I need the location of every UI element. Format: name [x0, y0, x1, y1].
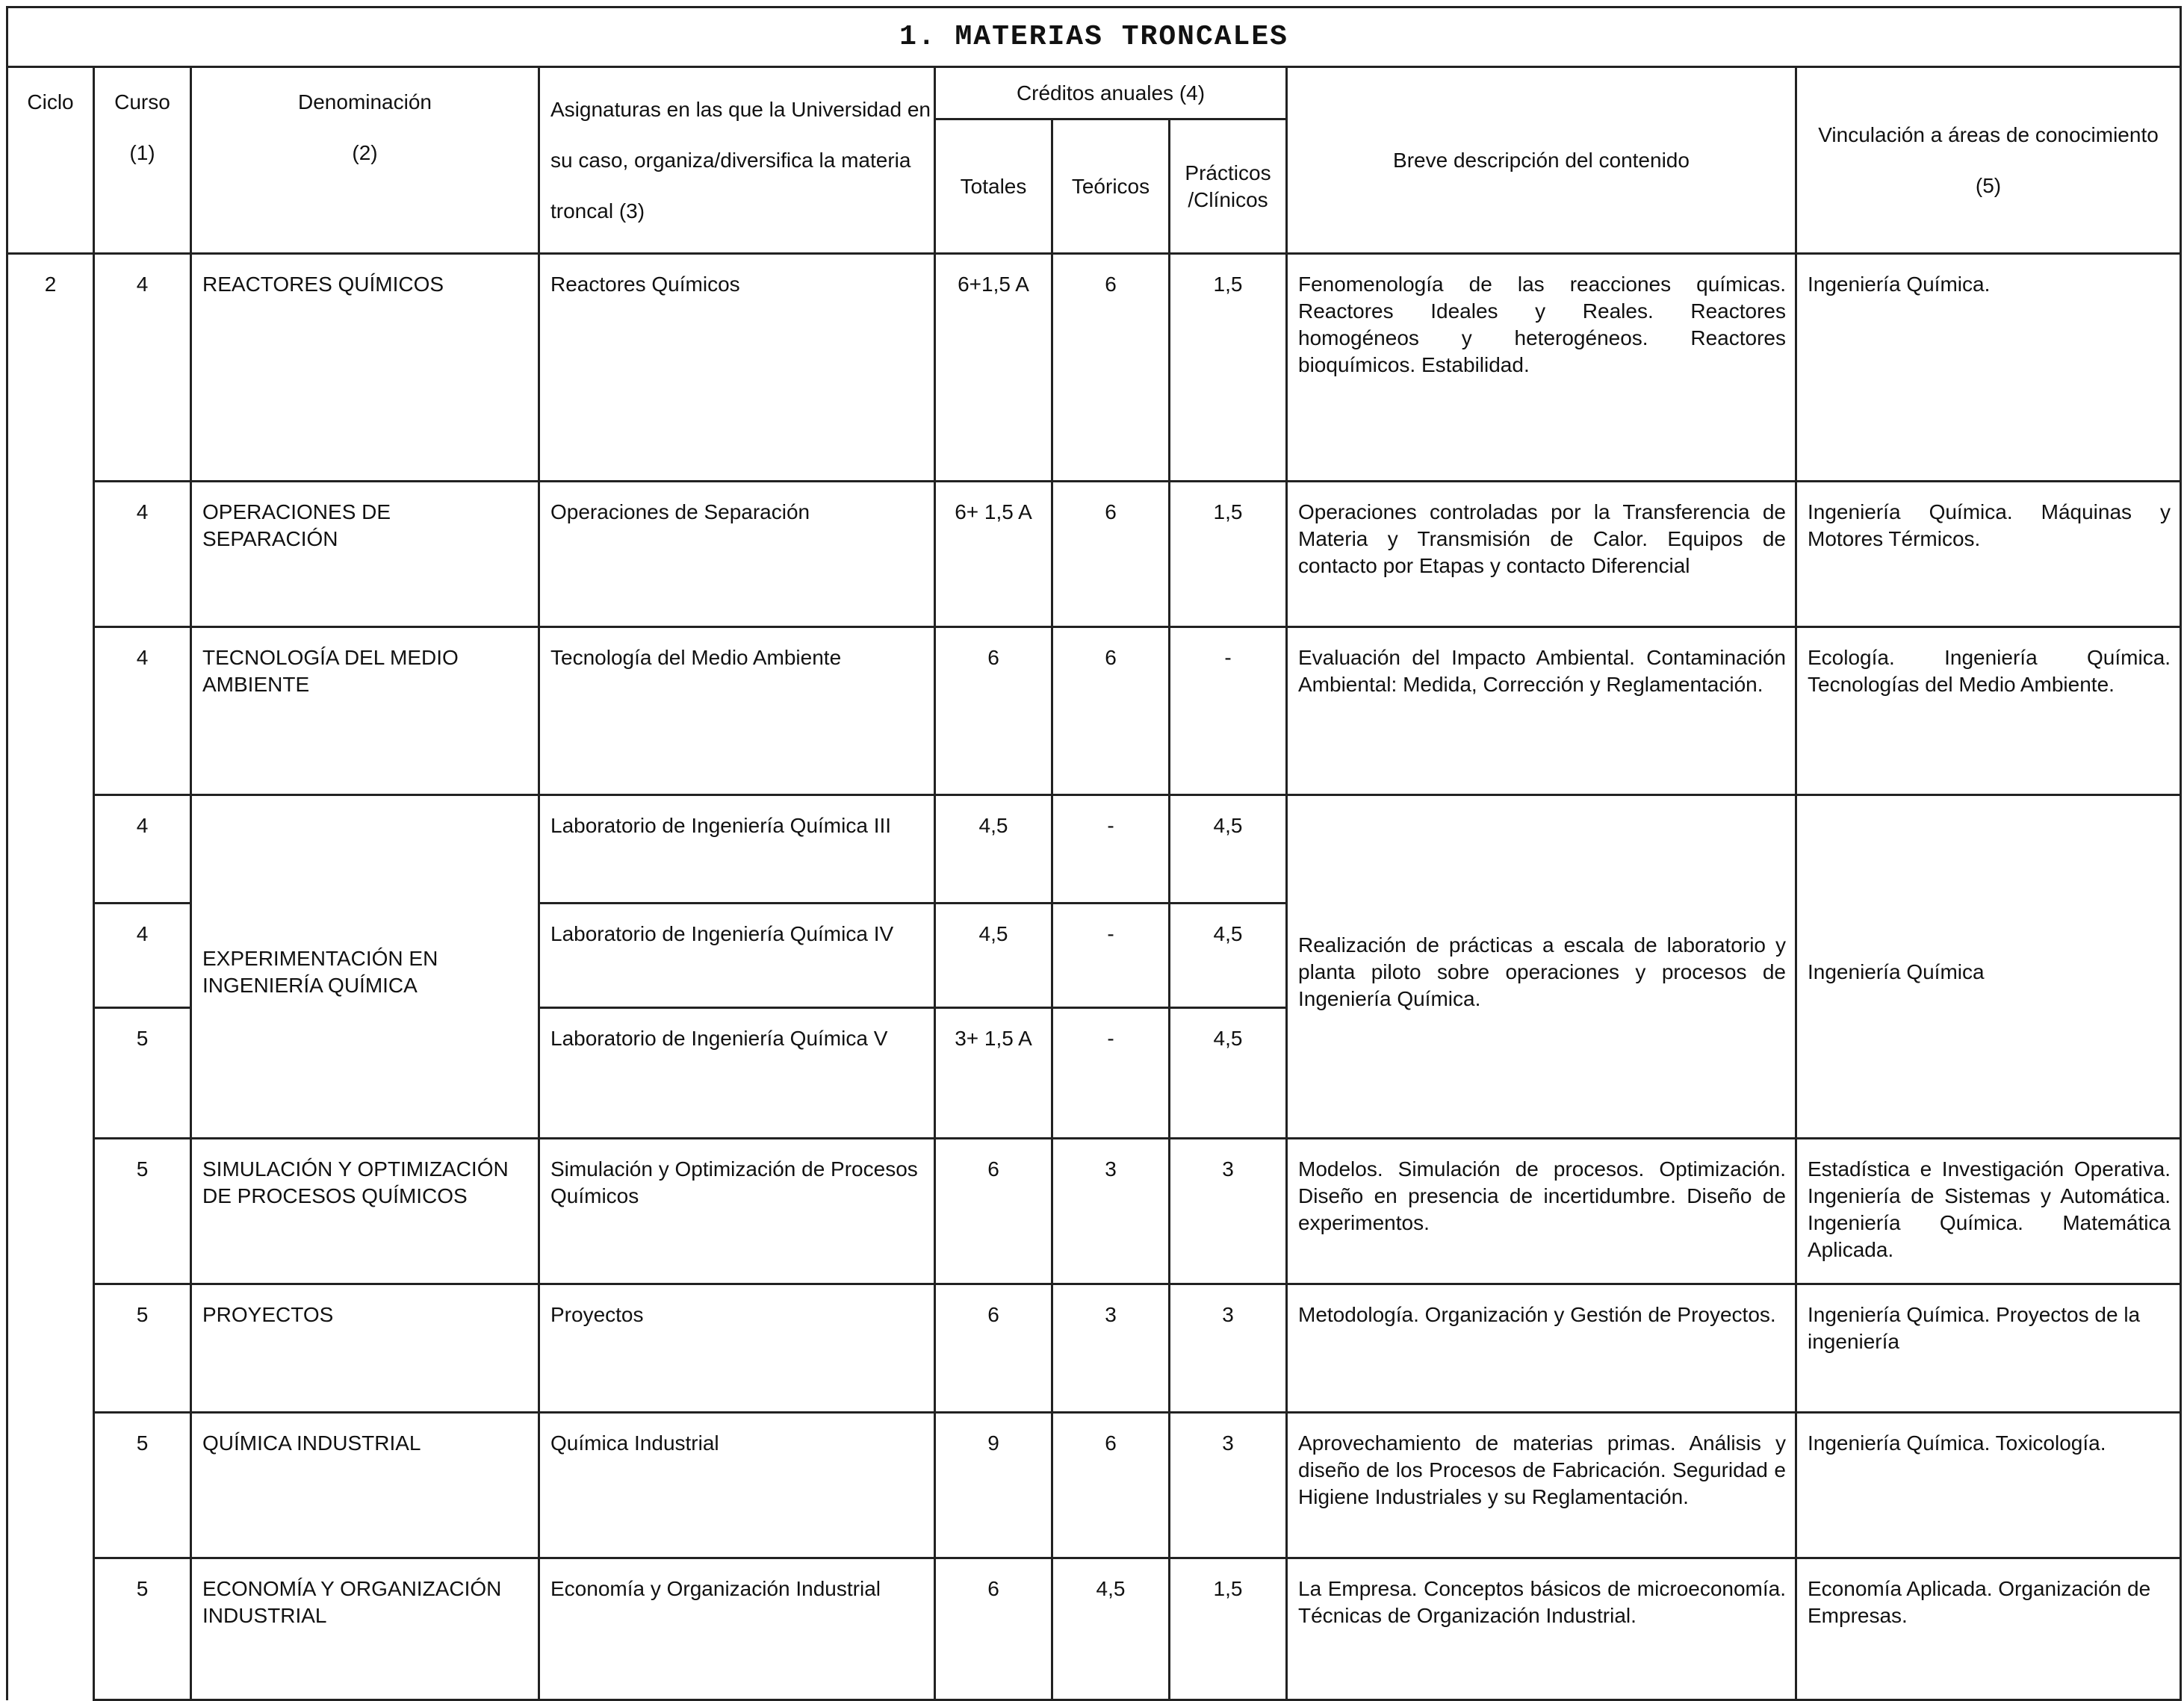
totales-cell: 6+ 1,5 A — [935, 482, 1052, 627]
vinculacion-cell: Economía Aplicada. Organización de Empresas. — [1796, 1558, 2181, 1700]
table-row — [7, 795, 2181, 904]
table-row — [7, 627, 2181, 795]
header-vinculacion — [1796, 67, 2181, 254]
totales-cell: 6 — [935, 627, 1052, 795]
totales-cell: 6+1,5 A — [935, 254, 1052, 482]
table-row — [7, 482, 2181, 627]
curso-cell: 4 — [94, 795, 191, 904]
table-row — [7, 1558, 2181, 1700]
totales-cell: 3+ 1,5 A — [935, 1008, 1052, 1139]
header-ciclo-label: Ciclo — [27, 90, 74, 113]
teoricos-cell: - — [1052, 904, 1170, 1008]
practicos-cell: 4,5 — [1170, 904, 1287, 1008]
vinculacion-cell: Ingeniería Química. — [1796, 254, 2181, 482]
teoricos-cell: 6 — [1052, 254, 1170, 482]
asignatura-cell: Laboratorio de Ingeniería Química IV — [539, 904, 935, 1008]
header-vinculacion-note: (5) — [1975, 173, 2002, 197]
header-asignaturas-line3: materia troncal (3) — [550, 148, 911, 223]
practicos-cell: 3 — [1170, 1413, 1287, 1558]
asignatura-cell: Laboratorio de Ingeniería Química V — [539, 1008, 935, 1139]
header-creditos: Créditos anuales (4) — [935, 67, 1287, 119]
teoricos-cell: 3 — [1052, 1139, 1170, 1284]
descripcion-cell: Realización de prácticas a escala de laboratorio y planta piloto sobre operaciones y procesos de Ingeniería Química. — [1287, 795, 1796, 1139]
asignatura-cell: Economía y Organización Industrial — [539, 1558, 935, 1700]
vinculacion-cell: Estadística e Investigación Operativa. Ingeniería de Sistemas y Automática. Ingeniería Química. Matemática Aplicada. — [1796, 1139, 2181, 1284]
descripcion-cell: Fenomenología de las reacciones químicas. Reactores Ideales y Reales. Reactores homogéneos y heterogéneos. Reactores bioquímicos. Estabilidad. — [1287, 254, 1796, 482]
curso-cell: 4 — [94, 482, 191, 627]
header-totales: Totales — [935, 119, 1052, 254]
asignatura-cell: Reactores Químicos — [539, 254, 935, 482]
document-page — [6, 6, 2180, 1701]
header-practicos-line1: Prácticos — [1185, 161, 1271, 184]
descripcion-cell: Metodología. Organización y Gestión de Proyectos. — [1287, 1284, 1796, 1413]
curso-cell: 5 — [94, 1139, 191, 1284]
header-practicos — [1170, 119, 1287, 254]
practicos-cell: 4,5 — [1170, 795, 1287, 904]
table-row — [7, 1284, 2181, 1413]
header-practicos-line2: /Clínicos — [1188, 187, 1268, 211]
asignatura-cell: Tecnología del Medio Ambiente — [539, 627, 935, 795]
header-teoricos: Teóricos — [1052, 119, 1170, 254]
header-denominacion — [191, 67, 539, 254]
curso-cell: 4 — [94, 254, 191, 482]
curso-cell: 5 — [94, 1558, 191, 1700]
asignatura-cell: Proyectos — [539, 1284, 935, 1413]
denominacion-cell: ECONOMÍA Y ORGANIZACIÓN INDUSTRIAL — [191, 1558, 539, 1700]
practicos-cell: 3 — [1170, 1284, 1287, 1413]
descripcion-cell: La Empresa. Conceptos básicos de microeconomía. Técnicas de Organización Industrial. — [1287, 1558, 1796, 1700]
totales-cell: 6 — [935, 1558, 1052, 1700]
header-curso — [94, 67, 191, 254]
header-denominacion-note: (2) — [352, 141, 378, 164]
table-row — [7, 1139, 2181, 1284]
descripcion-cell: Modelos. Simulación de procesos. Optimización. Diseño en presencia de incertidumbre. Diseño de experimentos. — [1287, 1139, 1796, 1284]
asignatura-cell: Laboratorio de Ingeniería Química III — [539, 795, 935, 904]
asignatura-cell: Simulación y Optimización de Procesos Químicos — [539, 1139, 935, 1284]
header-denominacion-label: Denominación — [298, 90, 432, 113]
denominacion-cell: REACTORES QUÍMICOS — [191, 254, 539, 482]
practicos-cell: 4,5 — [1170, 1008, 1287, 1139]
table-row — [7, 1413, 2181, 1558]
header-curso-note: (1) — [129, 141, 155, 164]
header-ciclo — [7, 67, 94, 254]
teoricos-cell: 3 — [1052, 1284, 1170, 1413]
practicos-cell: - — [1170, 627, 1287, 795]
curso-cell: 4 — [94, 904, 191, 1008]
curso-cell: 5 — [94, 1008, 191, 1139]
vinculacion-cell: Ingeniería Química. Proyectos de la ingeniería — [1796, 1284, 2181, 1413]
denominacion-cell: SIMULACIÓN Y OPTIMIZACIÓN DE PROCESOS QUÍMICOS — [191, 1139, 539, 1284]
asignatura-cell: Química Industrial — [539, 1413, 935, 1558]
vinculacion-cell: Ingeniería Química — [1796, 795, 2181, 1139]
curso-cell: 4 — [94, 627, 191, 795]
practicos-cell: 1,5 — [1170, 1558, 1287, 1700]
curso-cell: 5 — [94, 1413, 191, 1558]
practicos-cell: 1,5 — [1170, 482, 1287, 627]
totales-cell: 4,5 — [935, 795, 1052, 904]
header-curso-label: Curso — [114, 90, 170, 113]
header-asignaturas-line2: en su caso, organiza/diversifica la — [550, 97, 931, 172]
denominacion-cell: TECNOLOGÍA DEL MEDIO AMBIENTE — [191, 627, 539, 795]
totales-cell: 6 — [935, 1284, 1052, 1413]
denominacion-cell: OPERACIONES DE SEPARACIÓN — [191, 482, 539, 627]
vinculacion-cell: Ingeniería Química. Toxicología. — [1796, 1413, 2181, 1558]
totales-cell: 9 — [935, 1413, 1052, 1558]
teoricos-cell: 6 — [1052, 627, 1170, 795]
table-row — [7, 254, 2181, 482]
ciclo-cell: 2 — [7, 254, 94, 1700]
teoricos-cell: 6 — [1052, 1413, 1170, 1558]
practicos-cell: 3 — [1170, 1139, 1287, 1284]
header-asignaturas — [539, 67, 935, 254]
header-descripcion: Breve descripción del contenido — [1287, 67, 1796, 254]
vinculacion-cell: Ingeniería Química. Máquinas y Motores Térmicos. — [1796, 482, 2181, 627]
totales-cell: 6 — [935, 1139, 1052, 1284]
denominacion-cell: EXPERIMENTACIÓN EN INGENIERÍA QUÍMICA — [191, 795, 539, 1139]
descripcion-cell: Evaluación del Impacto Ambiental. Contaminación Ambiental: Medida, Corrección y Reglamentación. — [1287, 627, 1796, 795]
teoricos-cell: 4,5 — [1052, 1558, 1170, 1700]
materias-troncales-table — [6, 6, 2182, 1701]
descripcion-cell: Aprovechamiento de materias primas. Análisis y diseño de los Procesos de Fabricación. Seguridad e Higiene Industriales y su Reglamentación. — [1287, 1413, 1796, 1558]
denominacion-cell: QUÍMICA INDUSTRIAL — [191, 1413, 539, 1558]
asignatura-cell: Operaciones de Separación — [539, 482, 935, 627]
denominacion-cell: PROYECTOS — [191, 1284, 539, 1413]
teoricos-cell: - — [1052, 795, 1170, 904]
totales-cell: 4,5 — [935, 904, 1052, 1008]
teoricos-cell: - — [1052, 1008, 1170, 1139]
table-title: 1. MATERIAS TRONCALES — [7, 7, 2181, 67]
curso-cell: 5 — [94, 1284, 191, 1413]
header-asignaturas-line1: Asignaturas en las que la Universidad — [550, 97, 902, 121]
vinculacion-cell: Ecología. Ingeniería Química. Tecnologías del Medio Ambiente. — [1796, 627, 2181, 795]
header-vinculacion-label: Vinculación a áreas de conocimiento — [1818, 122, 2159, 146]
teoricos-cell: 6 — [1052, 482, 1170, 627]
practicos-cell: 1,5 — [1170, 254, 1287, 482]
descripcion-cell: Operaciones controladas por la Transferencia de Materia y Transmisión de Calor. Equipos de contacto por Etapas y contacto Diferencial — [1287, 482, 1796, 627]
